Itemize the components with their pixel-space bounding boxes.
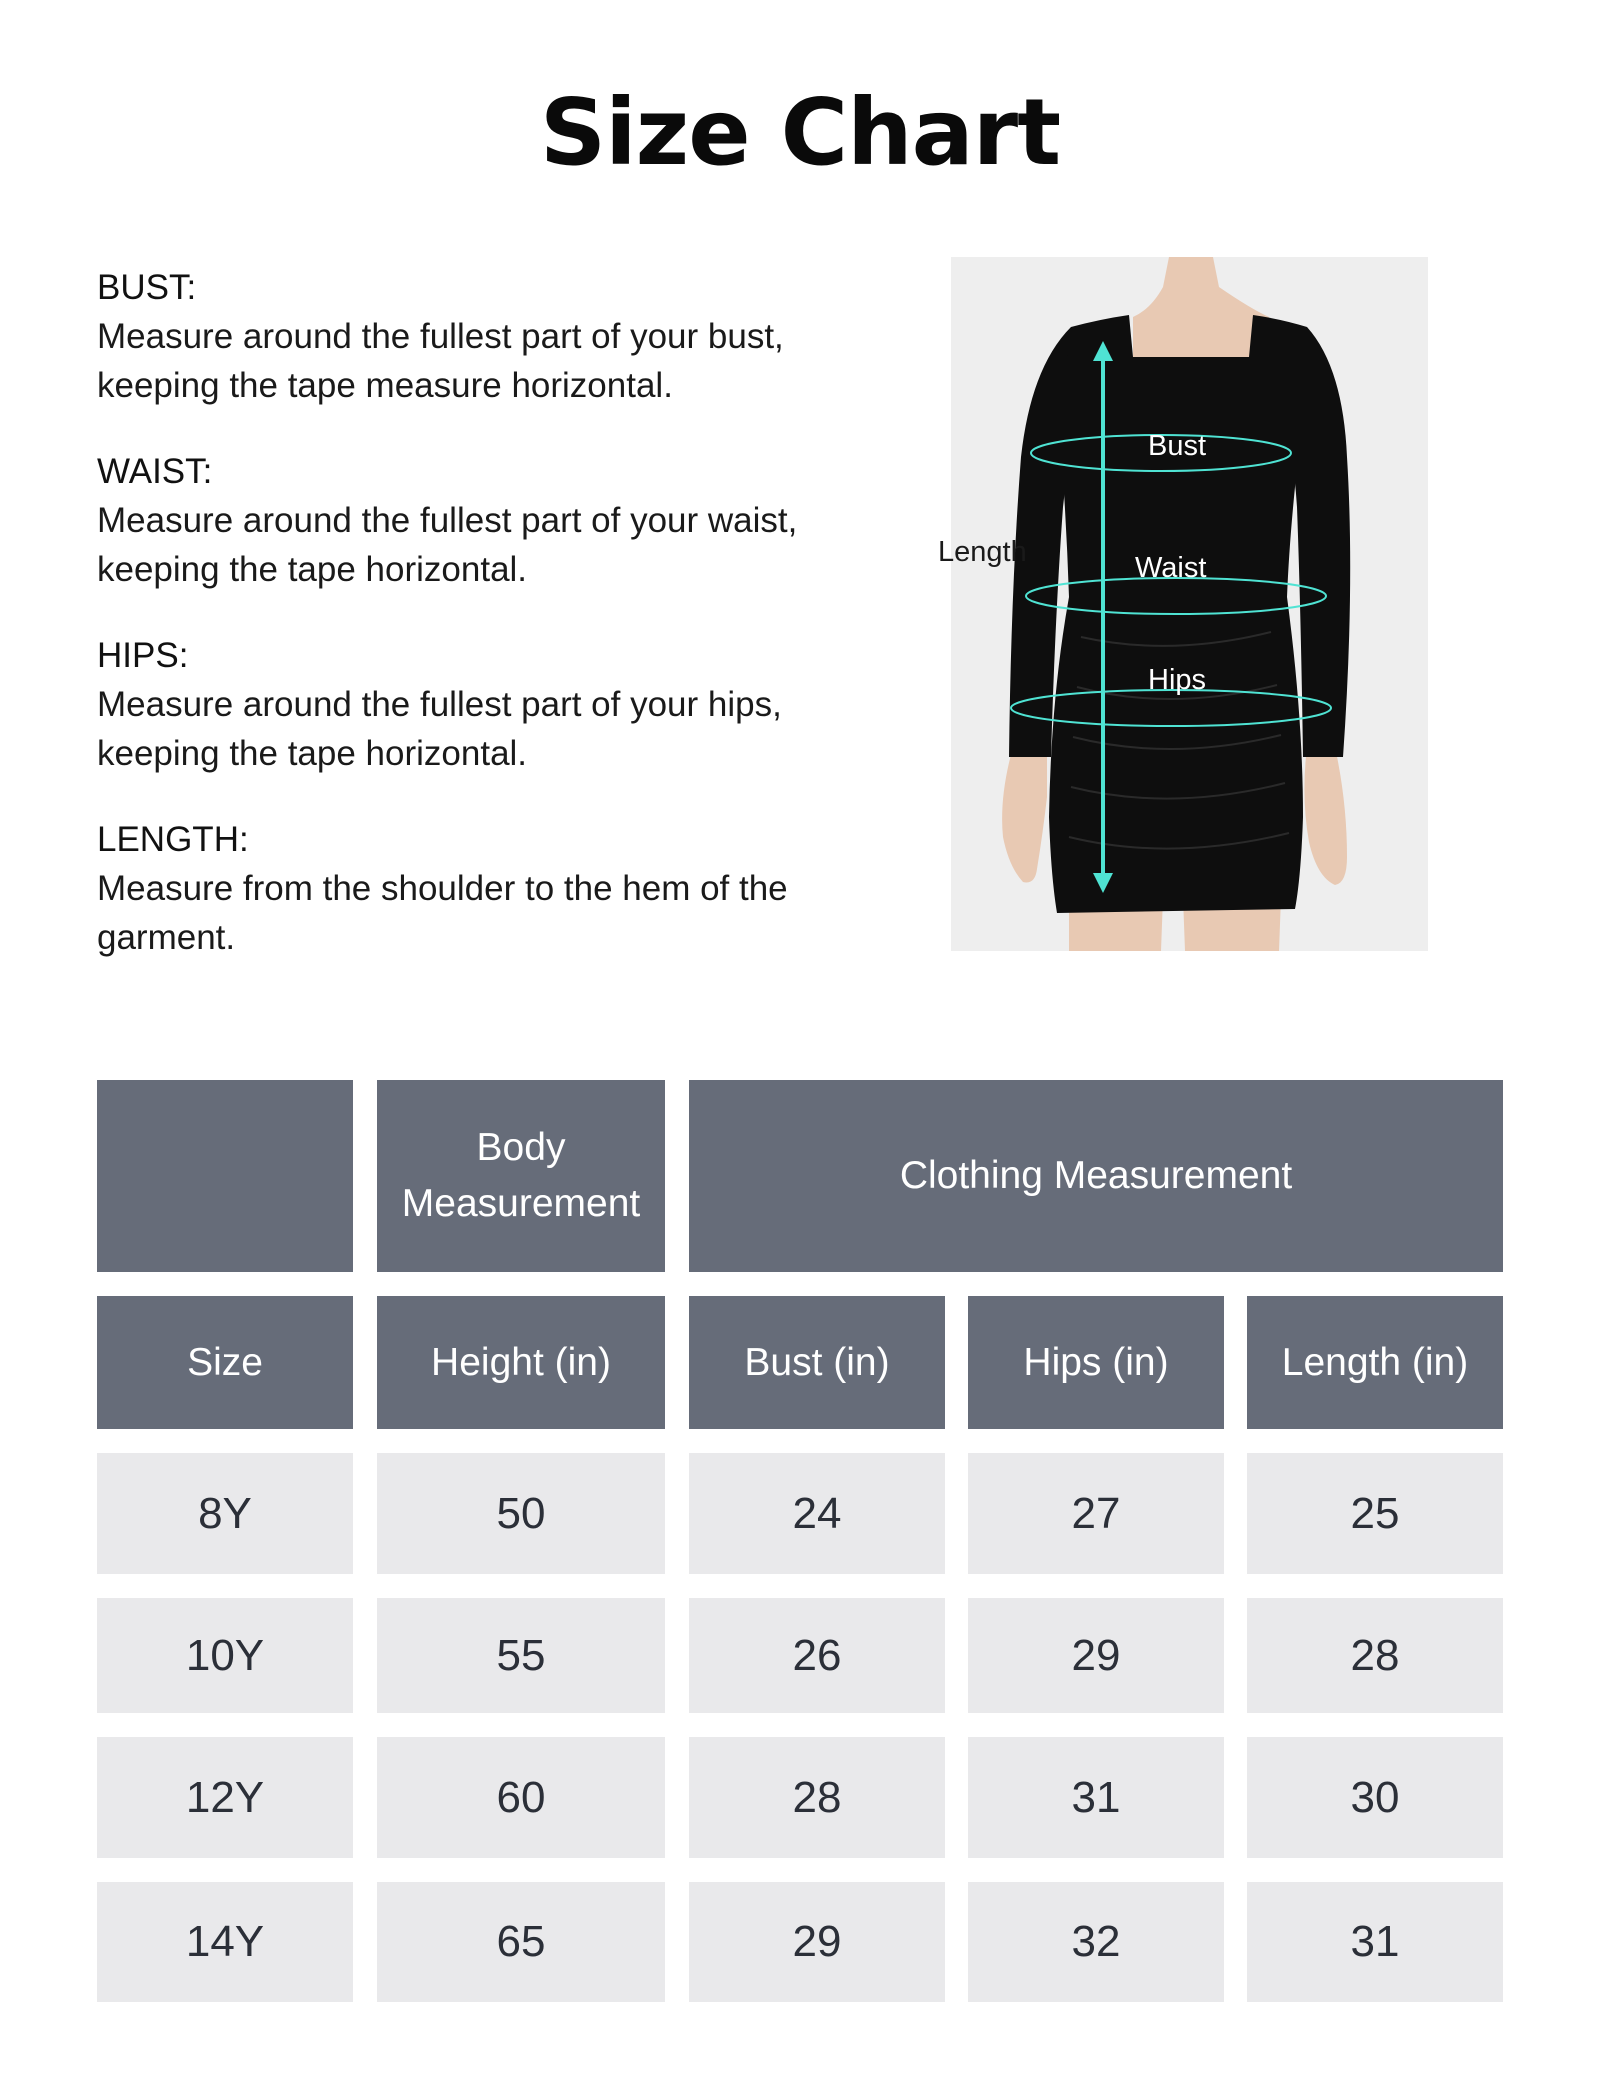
instruction-length bbox=[97, 816, 817, 962]
figure-label-hips: Hips bbox=[1148, 664, 1207, 696]
instruction-text: Measure around the fullest part of your bust, keeping the tape measure horizontal. bbox=[97, 317, 784, 405]
table-cell-length: 30 bbox=[1247, 1737, 1503, 1858]
figure-label-length: Length bbox=[938, 536, 1027, 568]
page-title: Size Chart bbox=[539, 79, 1061, 186]
table-cell-length: 31 bbox=[1247, 1882, 1503, 2002]
table-cell-hips: 31 bbox=[968, 1737, 1224, 1858]
table-column-header-height: Height (in) bbox=[377, 1296, 665, 1429]
neck-skin bbox=[1133, 257, 1269, 367]
instruction-label: LENGTH: bbox=[97, 820, 249, 859]
instruction-text: Measure around the fullest part of your hips, keeping the tape horizontal. bbox=[97, 685, 782, 773]
table-cell-bust: 24 bbox=[689, 1453, 945, 1574]
table-cell-length: 28 bbox=[1247, 1598, 1503, 1713]
table-cell-size: 12Y bbox=[97, 1737, 353, 1858]
table-column-header-hips: Hips (in) bbox=[968, 1296, 1224, 1429]
table-cell-size: 10Y bbox=[97, 1598, 353, 1713]
right-hand bbox=[1304, 747, 1347, 885]
table-cell-bust: 28 bbox=[689, 1737, 945, 1858]
dress-illustration bbox=[951, 257, 1428, 951]
table-cell-size: 14Y bbox=[97, 1882, 353, 2002]
figure-label-bust: Bust bbox=[1148, 430, 1207, 462]
table-group-header-blank bbox=[97, 1080, 353, 1272]
table-cell-bust: 29 bbox=[689, 1882, 945, 2002]
table-group-header-clothing: Clothing Measurement bbox=[689, 1080, 1503, 1272]
table-group-header-body: Body Measurement bbox=[377, 1080, 665, 1272]
table-cell-hips: 29 bbox=[968, 1598, 1224, 1713]
instruction-label: HIPS: bbox=[97, 636, 189, 675]
instruction-text: Measure from the shoulder to the hem of the garment. bbox=[97, 869, 788, 957]
table-cell-size: 8Y bbox=[97, 1453, 353, 1574]
instruction-text: Measure around the fullest part of your waist, keeping the tape horizontal. bbox=[97, 501, 798, 589]
left-hand bbox=[1002, 747, 1047, 882]
table-cell-hips: 32 bbox=[968, 1882, 1224, 2002]
instruction-label: WAIST: bbox=[97, 452, 213, 491]
instruction-bust bbox=[97, 264, 817, 410]
instruction-waist bbox=[97, 448, 817, 594]
table-column-header-bust: Bust (in) bbox=[689, 1296, 945, 1429]
figure-label-waist: Waist bbox=[1135, 552, 1207, 584]
table-column-header-length: Length (in) bbox=[1247, 1296, 1503, 1429]
table-cell-height: 50 bbox=[377, 1453, 665, 1574]
table-cell-bust: 26 bbox=[689, 1598, 945, 1713]
table-cell-length: 25 bbox=[1247, 1453, 1503, 1574]
table-cell-height: 65 bbox=[377, 1882, 665, 2002]
table-cell-height: 60 bbox=[377, 1737, 665, 1858]
table-column-header-size: Size bbox=[97, 1296, 353, 1429]
instruction-hips bbox=[97, 632, 817, 778]
dress-measurement-figure bbox=[938, 257, 1428, 951]
instruction-label: BUST: bbox=[97, 268, 197, 307]
table-cell-hips: 27 bbox=[968, 1453, 1224, 1574]
measurement-instructions bbox=[97, 264, 817, 1000]
table-cell-height: 55 bbox=[377, 1598, 665, 1713]
